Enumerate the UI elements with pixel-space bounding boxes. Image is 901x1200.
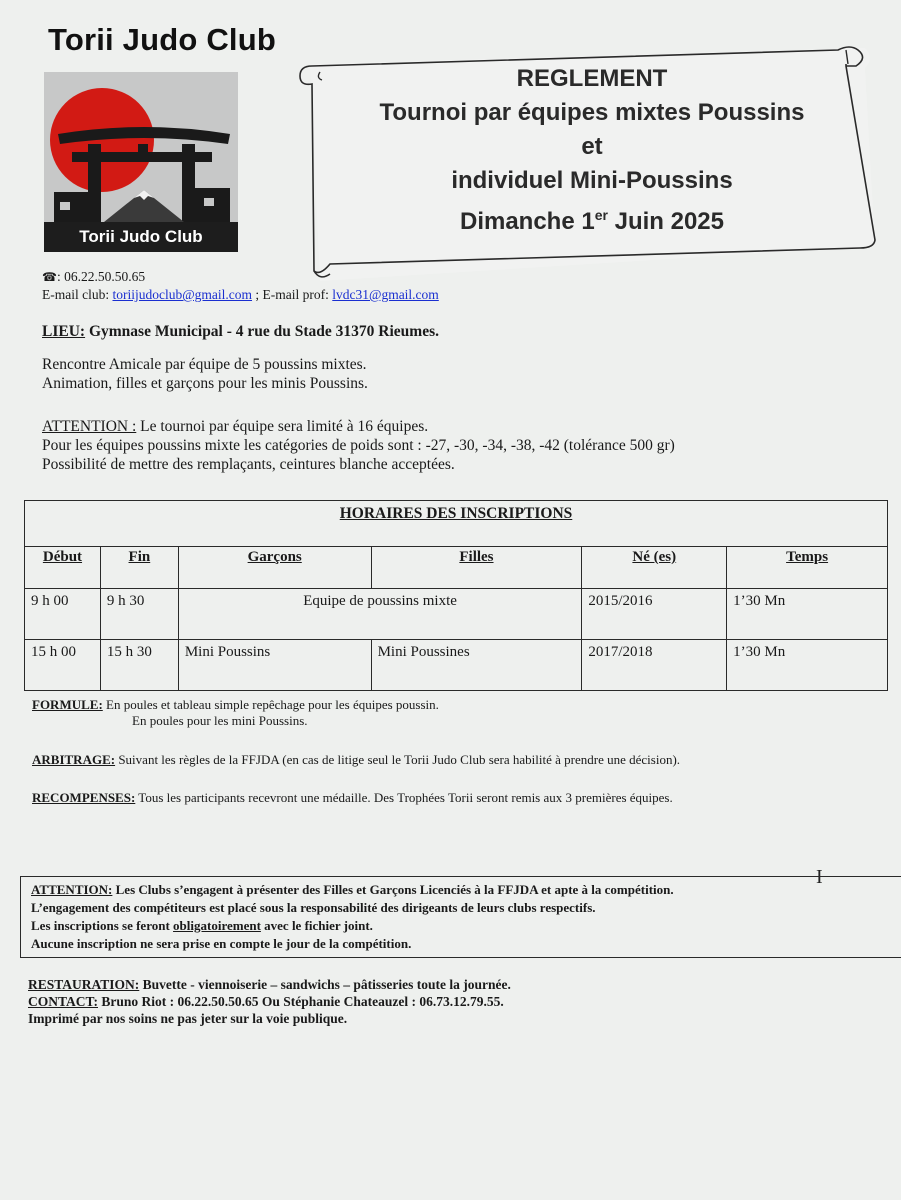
row2-debut: 15 h 00: [25, 640, 101, 691]
imprime-line: Imprimé par nos soins ne pas jeter sur la voie publique.: [28, 1011, 348, 1026]
row2-temps: 1’30 Mn: [727, 640, 888, 691]
header-ne: Né (es): [582, 547, 727, 589]
table-row: [25, 589, 888, 640]
header-fin: Fin: [100, 547, 178, 589]
row2-filles: Mini Poussines: [371, 640, 582, 691]
row1-ne: 2015/2016: [582, 589, 727, 640]
row2-garcons: Mini Poussins: [178, 640, 371, 691]
table-caption: HORAIRES DES INSCRIPTIONS: [25, 501, 888, 547]
phone-line: ☎: 06.22.50.50.65: [42, 269, 146, 284]
footer-block: [28, 976, 511, 1027]
attention-top-block: ATTENTION : Le tournoi par équipe sera limité à 16 équipes. Pour les équipes poussins mixte les catégories de poids sont : -27, -30, -34, -38, -42 (tolérance 500 gr) Possibilité de mettre des remplaçants, ceintures blanche acceptées.: [42, 418, 675, 473]
row1-fin: 9 h 30: [100, 589, 178, 640]
table-header-row: [25, 547, 888, 589]
rencontre-block: Rencontre Amicale par équipe de 5 poussins mixtes. Animation, filles et garçons pour les minis Poussins.: [42, 356, 368, 392]
header-debut: Début: [25, 547, 101, 589]
contact-block: [42, 268, 439, 303]
email-prof-link[interactable]: lvdc31@gmail.com: [332, 287, 439, 302]
header-temps: Temps: [727, 547, 888, 589]
table-caption-row: [25, 501, 888, 547]
text-cursor-icon: I: [816, 866, 823, 888]
row1-category: Equipe de poussins mixte: [178, 589, 581, 640]
club-name: Torii Judo Club: [48, 22, 277, 57]
table-row: [25, 640, 888, 691]
email-line: E-mail club: toriijudoclub@gmail.com ; E-mail prof: lvdc31@gmail.com: [42, 287, 439, 302]
logo-caption: Torii Judo Club: [44, 222, 238, 252]
title-individuel: individuel Mini-Poussins: [451, 167, 733, 194]
row1-debut: 9 h 00: [25, 589, 101, 640]
restauration-line: RESTAURATION: Buvette - viennoiserie – sandwichs – pâtisseries toute la journée.: [28, 977, 511, 992]
schedule-table: [24, 500, 888, 691]
header-garcons: Garçons: [178, 547, 371, 589]
title-date: Dimanche 1er Juin 2025: [459, 207, 724, 235]
title-et: et: [581, 133, 603, 160]
title-block: [312, 62, 872, 239]
attention-box: ATTENTION: Les Clubs s’engagent à présenter des Filles et Garçons Licenciés à la FFJDA et apte à la compétition. L’engagement des compétiteurs est placé sous la responsabilité des dirigeants de leurs clubs respectifs. Les inscriptions se feront obligatoirement avec le fichier joint. Aucune inscription ne sera prise en compte le jour de la compétition.: [20, 876, 901, 958]
contact-line: CONTACT: Bruno Riot : 06.22.50.50.65 Ou Stéphanie Chateauzel : 06.73.12.79.55.: [28, 994, 504, 1009]
row2-fin: 15 h 30: [100, 640, 178, 691]
header-filles: Filles: [371, 547, 582, 589]
lieu-line: LIEU: Gymnase Municipal - 4 rue du Stade 31370 Rieumes.: [42, 323, 440, 340]
club-logo: [44, 72, 238, 252]
telephone-icon: ☎: [42, 270, 57, 284]
recompenses-line: RECOMPENSES: Tous les participants recevront une médaille. Des Trophées Torii seront remis aux 3 premières équipes.: [32, 790, 673, 805]
formule-block: FORMULE: En poules et tableau simple repêchage pour les équipes poussin. En poules pour les mini Poussins.: [32, 697, 439, 728]
row2-ne: 2017/2018: [582, 640, 727, 691]
title-tournoi: Tournoi par équipes mixtes Poussins: [379, 99, 805, 126]
arbitrage-line: ARBITRAGE: Suivant les règles de la FFJDA (en cas de litige seul le Torii Judo Club sera habilité à prendre une décision).: [32, 752, 681, 767]
email-club-link[interactable]: toriijudoclub@gmail.com: [112, 287, 253, 302]
row1-temps: 1’30 Mn: [727, 589, 888, 640]
title-reglement: REGLEMENT: [516, 65, 668, 92]
